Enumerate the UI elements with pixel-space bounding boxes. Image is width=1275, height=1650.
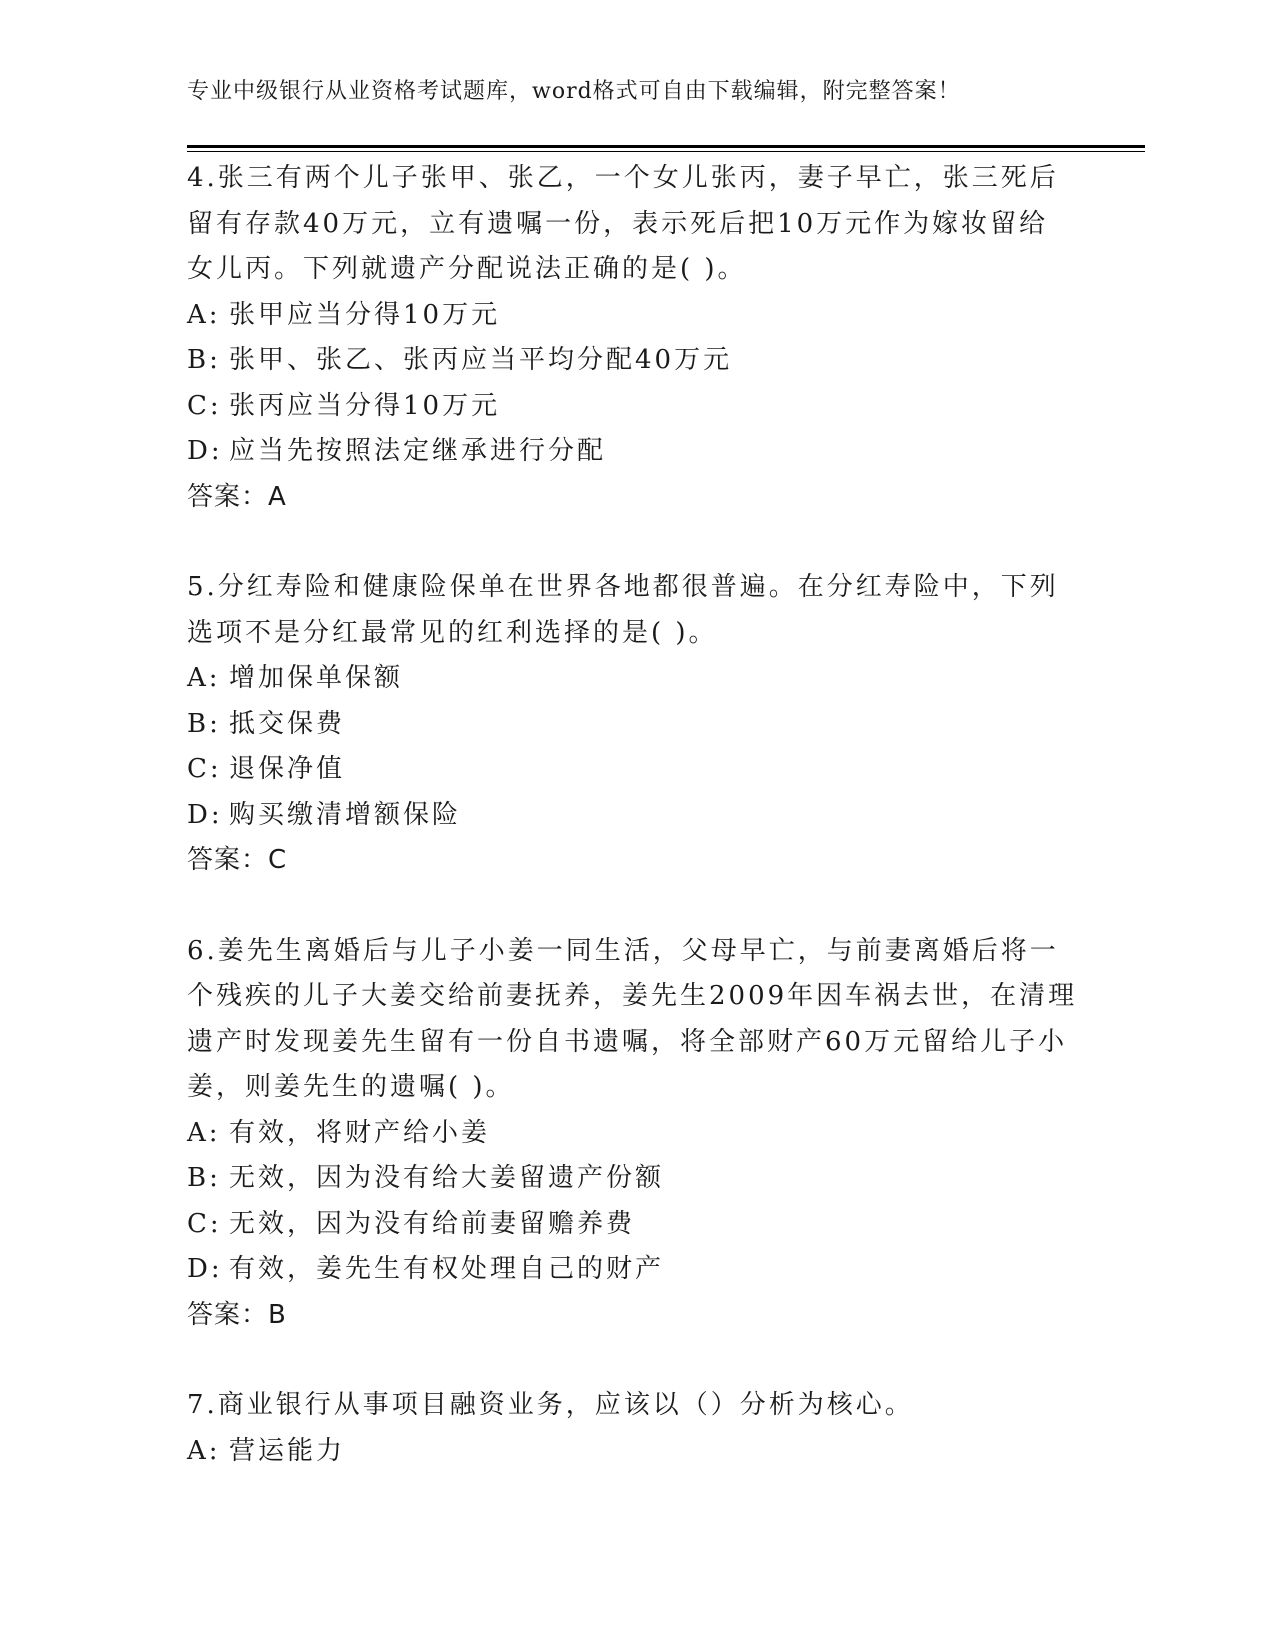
question-text-line: 5.分红寿险和健康险保单在世界各地都很普遍。在分红寿险中，下列 [187, 572, 1059, 602]
question-5 [187, 565, 1087, 884]
answer: 答案：B [187, 1299, 287, 1330]
option-label: A: [187, 1435, 221, 1466]
option-label: D: [187, 799, 223, 830]
option-b [187, 338, 1087, 384]
option-text: 无效，因为没有给大姜留遗产份额 [229, 1163, 665, 1193]
option-c [187, 384, 1087, 430]
option-label: B: [187, 708, 221, 739]
question-text-line: 个残疾的儿子大姜交给前妻抚养，姜先生2009年因车祸去世，在清理 [187, 981, 1078, 1011]
option-text: 张甲应当分得10万元 [229, 299, 501, 330]
question-text-line: 选项不是分红最常见的红利选择的是( )。 [187, 617, 718, 648]
option-d [187, 793, 1087, 839]
option-c [187, 747, 1087, 793]
question-text-line: 留有存款40万元，立有遗嘱一份，表示死后把10万元作为嫁妆留给 [187, 208, 1049, 239]
header-divider-thin [187, 151, 1145, 152]
option-text: 退保净值 [229, 754, 346, 784]
option-d [187, 429, 1087, 475]
option-label: B: [187, 345, 221, 375]
question-list [187, 156, 1087, 1519]
question-text-line: 4.张三有两个儿子张甲、张乙，一个女儿张丙，妻子早亡，张三死后 [187, 163, 1059, 193]
question-4 [187, 156, 1087, 520]
answer: 答案：C [187, 845, 288, 875]
option-text: 无效，因为没有给前妻留赡养费 [229, 1208, 636, 1239]
option-a [187, 1429, 1087, 1475]
question-7 [187, 1383, 1087, 1474]
answer: 答案：A [187, 481, 287, 512]
option-text: 张丙应当分得10万元 [229, 390, 501, 421]
question-text-line: 遗产时发现姜先生留有一份自书遗嘱，将全部财产60万元留给儿子小 [187, 1026, 1068, 1057]
option-text: 应当先按照法定继承进行分配 [229, 436, 607, 466]
option-label: A: [187, 663, 221, 693]
option-text: 增加保单保额 [229, 663, 404, 693]
option-d [187, 1247, 1087, 1293]
page-header: 专业中级银行从业资格考试题库，word格式可自由下载编辑，附完整答案！ [187, 79, 961, 104]
option-label: C: [187, 390, 222, 421]
option-a [187, 1111, 1087, 1157]
question-6 [187, 929, 1087, 1339]
option-label: D: [187, 436, 223, 466]
option-text: 有效，姜先生有权处理自己的财产 [229, 1254, 665, 1284]
option-c [187, 1202, 1087, 1248]
question-text-line: 女儿丙。下列就遗产分配说法正确的是( )。 [187, 254, 747, 284]
option-a [187, 293, 1087, 339]
option-label: D: [187, 1254, 223, 1284]
option-label: A: [187, 299, 221, 330]
option-text: 张甲、张乙、张丙应当平均分配40万元 [229, 345, 733, 375]
option-b [187, 1156, 1087, 1202]
option-label: C: [187, 754, 222, 784]
option-text: 抵交保费 [229, 708, 346, 739]
question-text-line: 姜，则姜先生的遗嘱( )。 [187, 1072, 515, 1102]
option-text: 有效，将财产给小姜 [229, 1117, 491, 1148]
question-text-line: 6.姜先生离婚后与儿子小姜一同生活，父母早亡，与前妻离婚后将一 [187, 935, 1059, 966]
option-b [187, 702, 1087, 748]
question-text-line: 7.商业银行从事项目融资业务，应该以（）分析为核心。 [187, 1390, 914, 1420]
option-label: C: [187, 1208, 222, 1239]
option-label: B: [187, 1163, 221, 1193]
option-label: A: [187, 1117, 221, 1148]
option-text: 购买缴清增额保险 [229, 799, 462, 830]
option-a [187, 656, 1087, 702]
header-divider-thick [187, 145, 1145, 148]
option-text: 营运能力 [229, 1435, 346, 1466]
